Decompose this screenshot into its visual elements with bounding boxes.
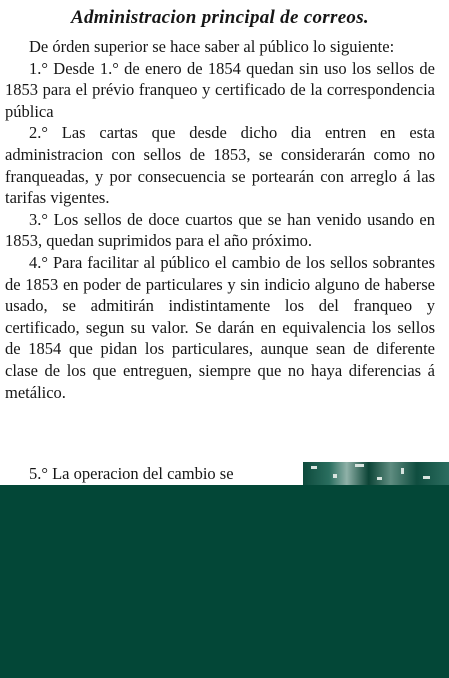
intro-paragraph: De órden superior se hace saber al público lo siguiente: [29, 37, 395, 56]
paragraph-2: 2.° Las cartas que desde dicho dia entren en esta administracion con sellos de 1853, se considerarán como no franqueadas, y por consecuencia se portearán con arreglo á las tarifas vigentes. [5, 123, 435, 208]
paragraph-5-fragment: 5.° La operacion del cambio se [29, 464, 234, 483]
artifact-speck [311, 466, 317, 469]
artifact-speck [377, 477, 382, 480]
paragraph-1: 1.° Desde 1.° de enero de 1854 quedan sin uso los sellos de 1853 para el prévio franqueo y certificado de la correspondencia pública [5, 58, 435, 121]
artifact-speck [401, 468, 404, 474]
notice-text-column [5, 5, 435, 403]
green-background-panel [0, 485, 449, 678]
truncated-paragraph-5 [5, 463, 305, 485]
artifact-speck [355, 464, 364, 467]
artifact-speck [423, 476, 430, 479]
paragraph-4: 4.° Para facilitar al público el cambio de los sellos sobrantes de 1853 en poder de particulares y sin indicio alguno de haberse usado, se admitirán indistintamente los del franqueo y certificado, segun su valor. Se darán en equivalencia los sellos de 1854 que pidan los particulares, aunque sean de diferente clase de los que entreguen, siempre que no haya diferencias á metálico. [5, 252, 435, 402]
scan-artifact-strip [303, 462, 449, 485]
paragraph-3: 3.° Los sellos de doce cuartos que se han venido usando en 1853, quedan suprimidos para el año próximo. [5, 209, 435, 251]
notice-heading: Administracion principal de correos. [71, 7, 369, 28]
artifact-speck [333, 474, 337, 478]
